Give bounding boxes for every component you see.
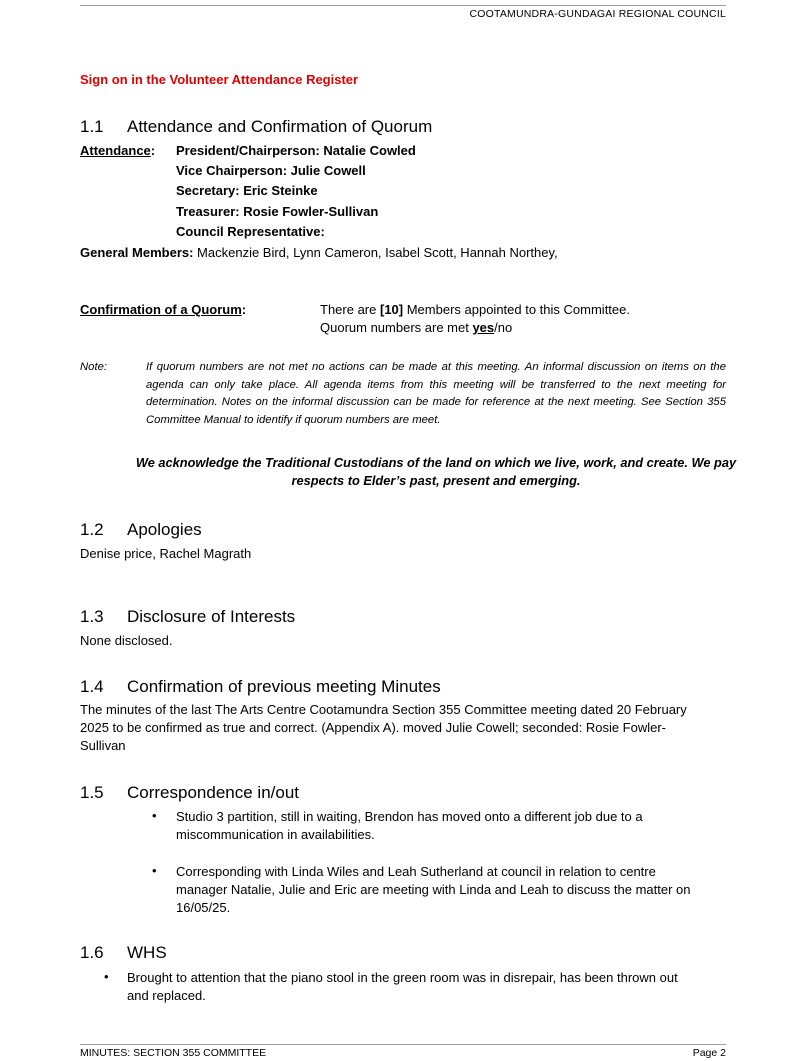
- correspondence-item-0-line-2: miscommunication in availabilities.: [176, 827, 375, 842]
- whs-item-0-line-2: and replaced.: [127, 988, 206, 1003]
- quorum-line-1: [320, 301, 630, 319]
- correspondence-item-1-line-2: manager Natalie, Julie and Eric are meeting with Linda and Leah to discuss the matter on: [176, 882, 691, 897]
- attendance-role-1: Vice Chairperson: Julie Cowell: [176, 163, 366, 178]
- attendance-label: [80, 142, 155, 160]
- minutes-line-2: 2025 to be confirmed as true and correct. (Appendix A). moved Julie Cowell; seconded: Rosie Fowler-: [80, 720, 667, 735]
- attendance-colon: :: [150, 143, 156, 158]
- section-number: 1.1: [80, 117, 104, 136]
- section-heading-1-5: [80, 783, 299, 803]
- acknowledgement-line-1: We acknowledge the Traditional Custodians of the land on which we live, work, and create. We pay: [135, 455, 737, 470]
- bullet-icon: •: [152, 808, 157, 823]
- section-heading-1-6: [80, 943, 167, 963]
- section-heading-1-1: [80, 117, 432, 137]
- section-heading-1-4: [80, 677, 441, 697]
- whs-item-0-line-1: Brought to attention that the piano stool in the green room was in disrepair, has been thrown out: [127, 970, 678, 985]
- note-label: Note:: [80, 361, 108, 373]
- section-heading-1-3: [80, 607, 295, 627]
- header-org: COOTAMUNDRA-GUNDAGAI REGIONAL COUNCIL: [469, 8, 726, 20]
- section-title: Confirmation of previous meeting Minutes: [127, 677, 441, 696]
- quorum-no: /no: [494, 320, 513, 335]
- section-title: Apologies: [127, 520, 202, 539]
- bullet-icon: •: [152, 863, 157, 878]
- general-members: [80, 244, 558, 262]
- footer-rule: [80, 1044, 726, 1045]
- correspondence-item-1-line-3: 16/05/25.: [176, 900, 231, 915]
- footer-left: MINUTES: SECTION 355 COMMITTEE: [80, 1047, 267, 1059]
- footer-page-number: Page 2: [692, 1047, 726, 1059]
- apologies-text: Denise price, Rachel Magrath: [80, 546, 252, 561]
- quorum-label: [80, 301, 246, 319]
- quorum-count: [10]: [379, 302, 404, 317]
- disclosure-text: None disclosed.: [80, 633, 173, 648]
- minutes-line-1: The minutes of the last The Arts Centre Cootamundra Section 355 Committee meeting dated 20 February: [80, 702, 687, 717]
- header-rule: [80, 5, 726, 6]
- section-title: WHS: [127, 943, 167, 962]
- quorum-met-text: Quorum numbers are met: [320, 320, 473, 335]
- attendance-role-2: Secretary: Eric Steinke: [176, 183, 318, 198]
- bullet-icon: •: [104, 969, 109, 984]
- section-number: 1.3: [80, 607, 104, 626]
- acknowledgement-line-2: respects to Elder’s past, present and emerging.: [291, 473, 581, 488]
- attendance-role-3: Treasurer: Rosie Fowler-Sullivan: [176, 204, 379, 219]
- quorum-text-end: Members appointed to this Committee.: [403, 302, 630, 317]
- section-number: 1.5: [80, 783, 104, 802]
- section-title: Disclosure of Interests: [127, 607, 296, 626]
- quorum-colon: :: [241, 302, 247, 317]
- attendance-role-0: President/Chairperson: Natalie Cowled: [176, 143, 416, 158]
- quorum-yes: yes: [472, 320, 495, 335]
- section-title: Correspondence in/out: [127, 783, 300, 802]
- section-heading-1-2: [80, 520, 202, 540]
- quorum-text: There are: [320, 302, 380, 317]
- section-number: 1.2: [80, 520, 104, 539]
- attendance-role-4: Council Representative:: [176, 224, 325, 239]
- sign-on-notice: Sign on in the Volunteer Attendance Register: [80, 72, 359, 87]
- section-number: 1.6: [80, 943, 104, 962]
- general-members-value: Mackenzie Bird, Lynn Cameron, Isabel Scott, Hannah Northey,: [193, 245, 558, 260]
- section-number: 1.4: [80, 677, 104, 696]
- minutes-line-3: Sullivan: [80, 738, 126, 753]
- quorum-label-text: Confirmation of a Quorum: [80, 302, 242, 317]
- correspondence-item-0-line-1: Studio 3 partition, still in waiting, Brendon has moved onto a different job due to a: [176, 809, 643, 824]
- attendance-label-text: Attendance: [80, 143, 151, 158]
- correspondence-item-1-line-1: Corresponding with Linda Wiles and Leah Sutherland at council in relation to centre: [176, 864, 656, 879]
- general-members-label: General Members:: [80, 245, 194, 260]
- section-title: Attendance and Confirmation of Quorum: [127, 117, 433, 136]
- quorum-line-2: [320, 319, 512, 337]
- note-text: If quorum numbers are not met no actions can be made at this meeting. An informal discussion on items on the agenda can only take place. All agenda items from this meeting will be transferred to the next meeting for determination. Notes on the informal discussion can be made for reference at the next meeting. See Section 355 Committee Manual to identify if quorum numbers are meet.: [146, 361, 726, 426]
